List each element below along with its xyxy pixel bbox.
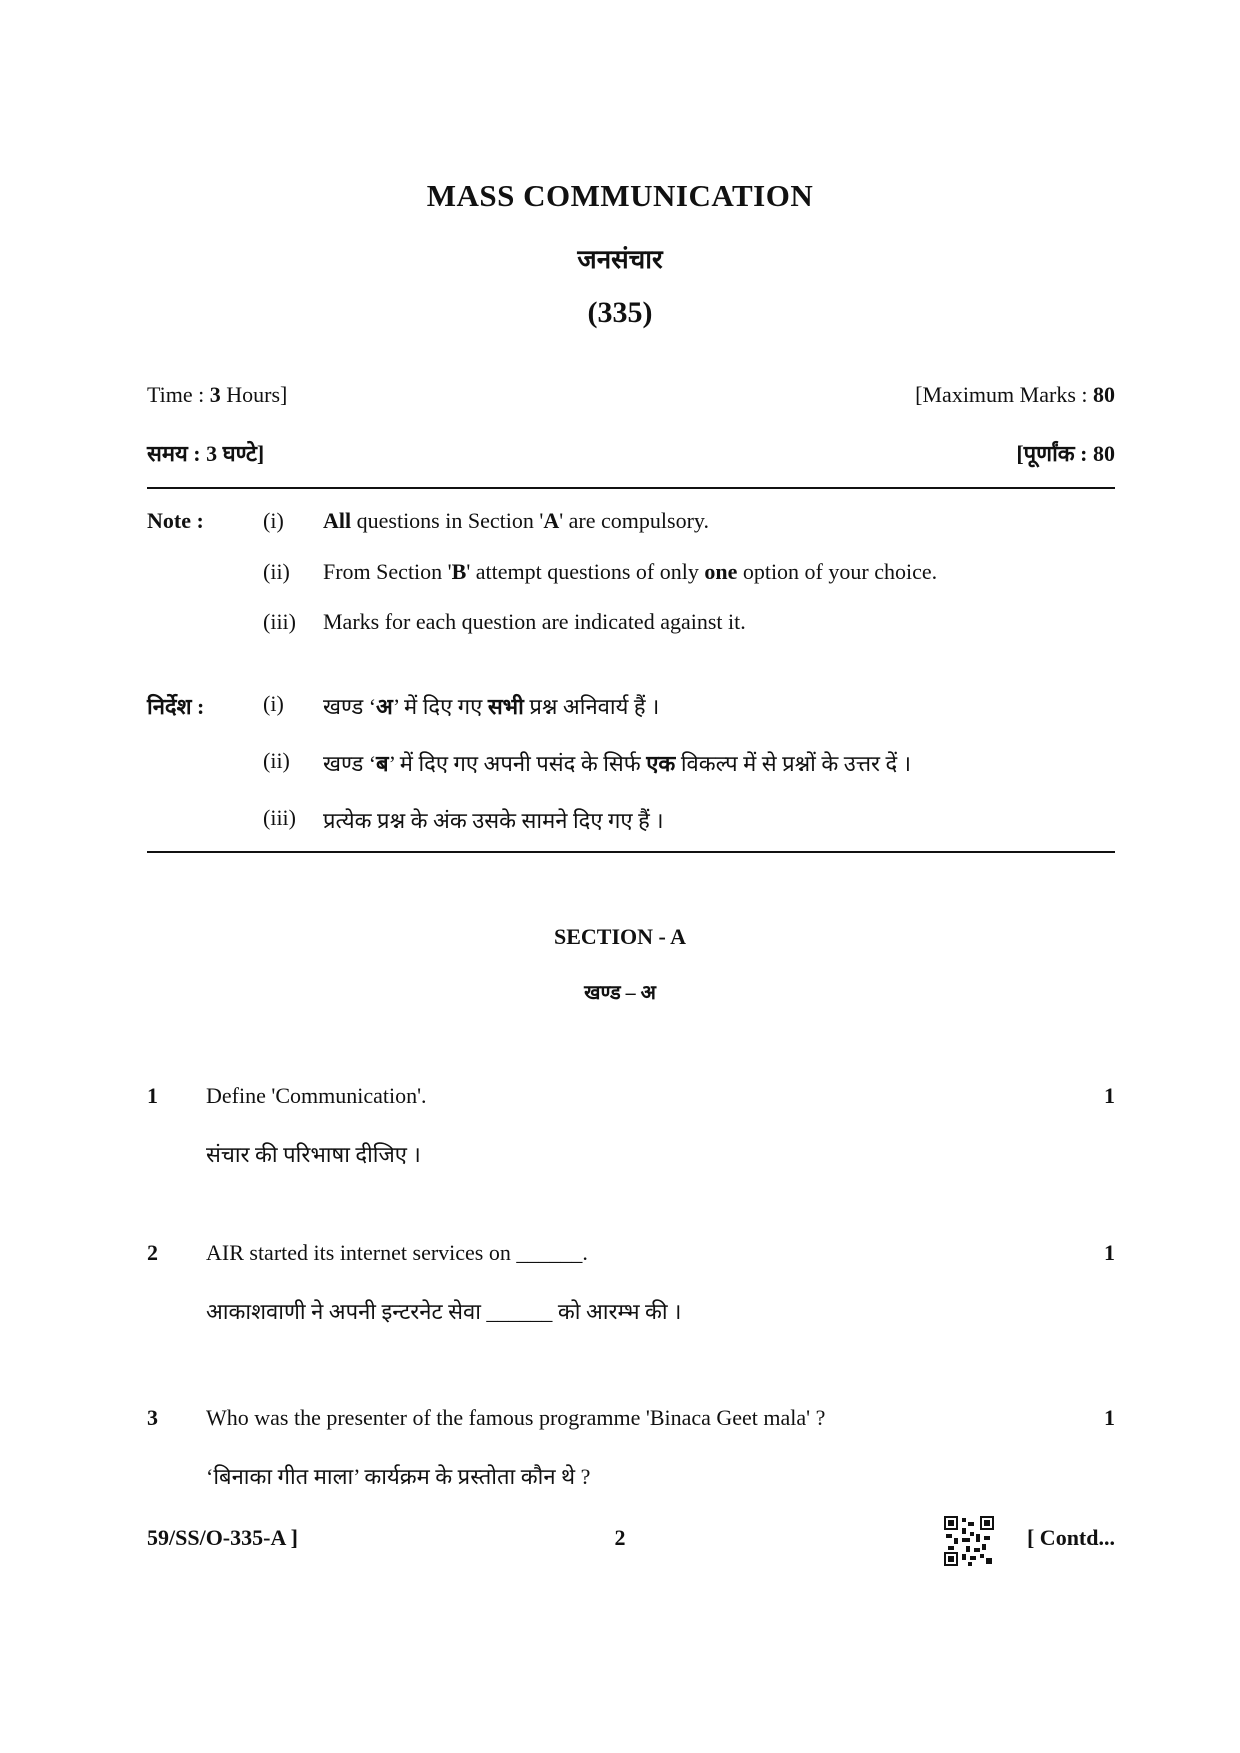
question-text: AIR started its internet services on ______.: [206, 1240, 588, 1265]
note-heading: Note :: [147, 508, 204, 533]
page-number: 2: [614, 1525, 626, 1550]
exam-title-hindi: जनसंचार: [577, 245, 663, 274]
note-item-text: All questions in Section 'A' are compulsory.: [323, 508, 709, 533]
qr-code-icon: [944, 1516, 994, 1566]
note-item-number: (ii): [263, 748, 290, 773]
time-info-hindi: समय : 3 घण्टे]: [147, 441, 265, 466]
question-marks: 1: [1104, 1240, 1115, 1265]
max-marks-info-hindi: [पूर्णांक : 80: [1016, 441, 1115, 466]
note-item-text: खण्ड ‘अ’ में दिए गए सभी प्रश्न अनिवार्य हैं ।: [323, 694, 660, 719]
section-title: SECTION - A: [553, 924, 687, 949]
paper-code: 59/SS/O-335-A ]: [147, 1525, 298, 1550]
question-text: Define 'Communication'.: [206, 1083, 427, 1108]
top-divider: [147, 487, 1115, 489]
question-text: Who was the presenter of the famous programme 'Binaca Geet mala' ?: [206, 1405, 826, 1430]
note-heading-hindi: निर्देश :: [147, 694, 205, 719]
note-item-number: (iii): [263, 805, 296, 830]
exam-title: MASS COMMUNICATION: [426, 178, 814, 213]
question-text-hindi: आकाशवाणी ने अपनी इन्टरनेट सेवा ______ को आरम्भ की ।: [206, 1299, 682, 1324]
bottom-divider: [147, 851, 1115, 853]
question-number: 3: [147, 1405, 158, 1430]
max-marks-info: [Maximum Marks : 80: [915, 382, 1115, 407]
question-number: 1: [147, 1083, 158, 1108]
subject-code: (335): [587, 296, 653, 329]
note-item-number: (iii): [263, 609, 296, 634]
note-item-number: (i): [263, 508, 284, 533]
section-title-hindi: खण्ड – अ: [584, 982, 656, 1004]
question-marks: 1: [1104, 1083, 1115, 1108]
question-text-hindi: ‘बिनाका गीत माला’ कार्यक्रम के प्रस्तोता कौन थे ?: [206, 1464, 591, 1489]
note-item-text: Marks for each question are indicated against it.: [323, 609, 746, 634]
note-item-text: खण्ड ‘ब’ में दिए गए अपनी पसंद के सिर्फ एक विकल्प में से प्रश्नों के उत्तर दें ।: [323, 751, 912, 776]
continued-label: [ Contd...: [1026, 1525, 1115, 1550]
question-text-hindi: संचार की परिभाषा दीजिए ।: [206, 1142, 421, 1167]
note-item-text: From Section 'B' attempt questions of only one option of your choice.: [323, 559, 938, 584]
question-marks: 1: [1104, 1405, 1115, 1430]
note-item-text: प्रत्येक प्रश्न के अंक उसके सामने दिए गए हैं ।: [323, 808, 664, 833]
time-info: Time : 3 Hours]: [147, 382, 288, 407]
note-item-number: (ii): [263, 559, 290, 584]
question-number: 2: [147, 1240, 158, 1265]
note-item-number: (i): [263, 691, 284, 716]
